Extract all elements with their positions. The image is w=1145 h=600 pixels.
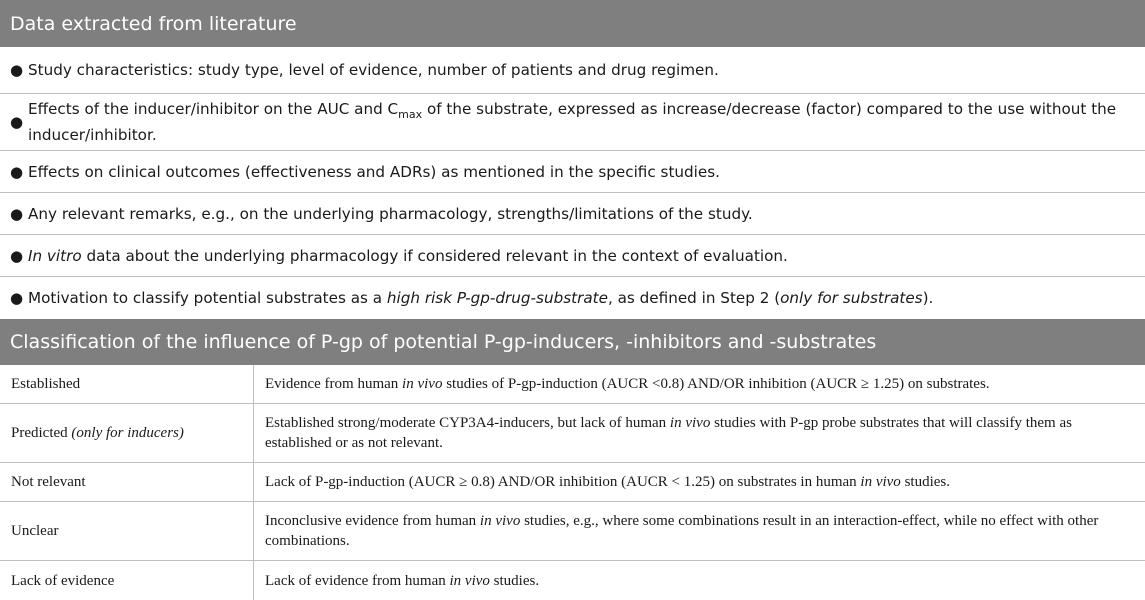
row-description: Lack of P-gp-induction (AUCR ≥ 0.8) AND/OR inhibition (AUCR < 1.25) on substrates in human in vivo studies. <box>265 474 950 490</box>
section-title: Classification of the influence of P-gp of potential P-gp-inducers, -inhibitors and -substrates <box>10 331 877 353</box>
list-item <box>0 235 1145 277</box>
table-row <box>0 561 1145 600</box>
list-item <box>0 277 1145 319</box>
table-row <box>0 502 1145 561</box>
section-header-literature <box>0 0 1145 47</box>
bullet-icon: ● <box>10 113 24 131</box>
bullet-icon: ● <box>10 162 24 181</box>
table-row <box>0 404 1145 463</box>
row-description: Inconclusive evidence from human in vivo studies, e.g., where some combinations result in an interaction-effect, while no effect with other combinations. <box>265 513 1099 549</box>
list-item <box>0 47 1145 94</box>
list-item <box>0 193 1145 235</box>
list-item-text: Any relevant remarks, e.g., on the underlying pharmacology, strengths/limitations of the study. <box>28 204 753 223</box>
list-item <box>0 151 1145 193</box>
bullet-icon: ● <box>10 246 24 265</box>
table-row <box>0 463 1145 502</box>
list-item <box>0 94 1145 151</box>
section-title: Data extracted from literature <box>10 12 297 35</box>
table-row <box>0 365 1145 404</box>
row-label: Established <box>0 365 254 403</box>
list-item-text: In vitro data about the underlying pharmacology if considered relevant in the context of evaluation. <box>28 246 788 265</box>
row-description: Evidence from human in vivo studies of P-gp-induction (AUCR <0.8) AND/OR inhibition (AUCR ≥ 1.25) on substrates. <box>265 376 990 392</box>
row-label: Predicted (only for inducers) <box>0 404 254 462</box>
section-header-classification <box>0 319 1145 365</box>
row-label: Unclear <box>0 502 254 560</box>
list-item-text: Motivation to classify potential substrates as a high risk P-gp-drug-substrate, as defined in Step 2 (only for substrates). <box>28 289 934 307</box>
row-label: Not relevant <box>0 463 254 501</box>
bullet-icon: ● <box>10 204 24 223</box>
row-label: Lack of evidence <box>0 561 254 600</box>
list-item-text: Effects on clinical outcomes (effectiveness and ADRs) as mentioned in the specific studies. <box>28 162 720 181</box>
list-item-text: Effects of the inducer/inhibitor on the AUC and $C_{max}$ of the substrate, expressed as increase/decrease (factor) compared to the use without the inducer/inhibitor. <box>28 99 1117 145</box>
list-item-text: Study characteristics: study type, level of evidence, number of patients and drug regimen. <box>28 61 719 79</box>
row-description: Established strong/moderate CYP3A4-inducers, but lack of human in vivo studies with P-gp probe substrates that will classify them as established or as not relevant. <box>265 415 1072 451</box>
bullet-icon: ● <box>10 289 24 307</box>
row-description: Lack of evidence from human in vivo studies. <box>265 572 540 589</box>
bullet-icon: ● <box>10 61 24 79</box>
